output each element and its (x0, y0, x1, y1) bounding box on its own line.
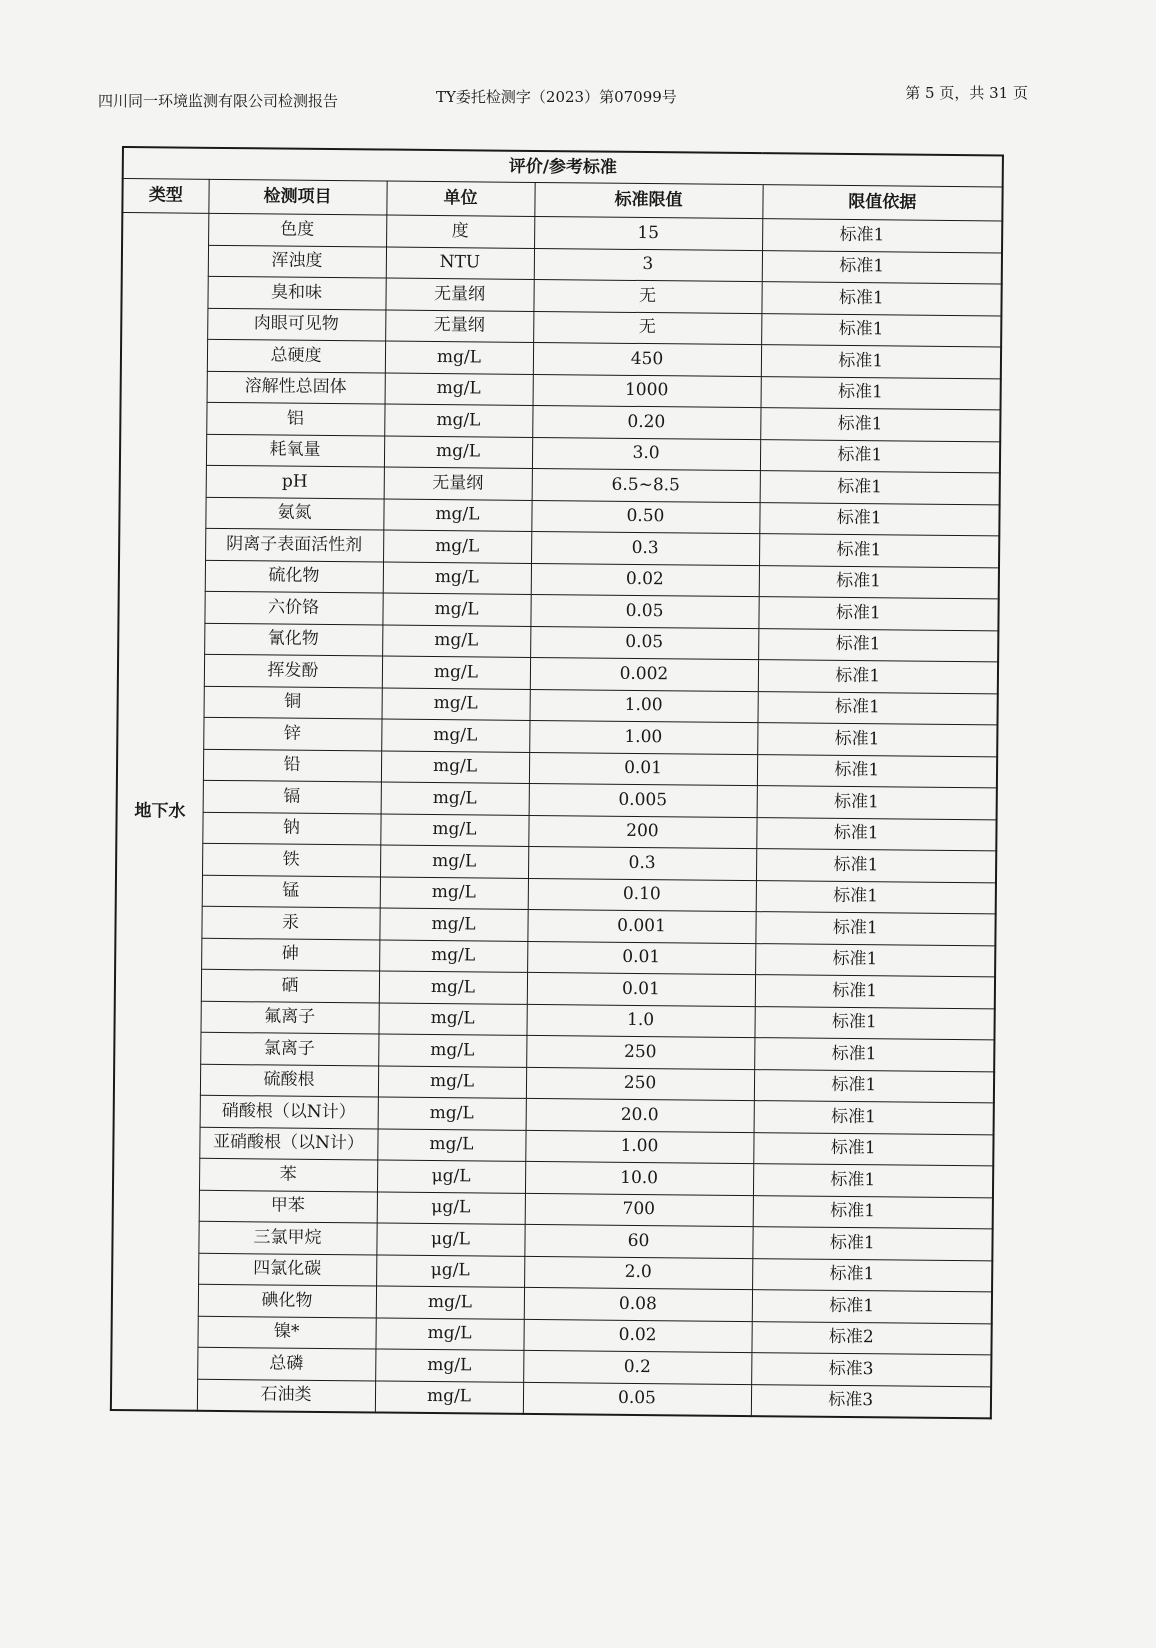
cell-basis: 标准1 (756, 880, 996, 914)
cell-unit: mg/L (375, 1349, 523, 1382)
cell-item: 氯离子 (200, 1032, 378, 1065)
cell-unit: mg/L (382, 593, 530, 626)
cell-item: 锌 (203, 717, 381, 750)
cell-item: 镉 (203, 780, 381, 813)
cell-limit: 0.01 (527, 941, 755, 975)
cell-basis: 标准1 (754, 1069, 994, 1103)
cell-limit: 0.005 (529, 783, 757, 817)
cell-item: 氨氮 (205, 497, 383, 530)
cell-unit: mg/L (385, 341, 533, 374)
cell-unit: 无量纲 (385, 278, 533, 311)
cell-basis: 标准3 (751, 1353, 991, 1387)
cell-item: 阴离子表面活性剂 (205, 528, 383, 561)
cell-item: 浑浊度 (208, 245, 386, 278)
cell-item: 六价铬 (204, 591, 382, 624)
cell-limit: 2.0 (524, 1256, 752, 1290)
cell-basis: 标准1 (762, 219, 1002, 253)
cell-item: 总磷 (197, 1347, 375, 1380)
cell-unit: μg/L (376, 1223, 524, 1256)
cell-basis: 标准1 (759, 565, 999, 599)
cell-basis: 标准1 (752, 1258, 992, 1292)
cell-basis: 标准1 (755, 975, 995, 1009)
cell-limit: 1.00 (529, 720, 757, 754)
cell-item: 铜 (204, 686, 382, 719)
cell-item: 耗氧量 (206, 434, 384, 467)
cell-basis: 标准1 (755, 943, 995, 977)
cell-limit: 0.20 (532, 405, 760, 439)
cell-limit: 0.50 (531, 500, 759, 534)
cell-basis: 标准1 (761, 282, 1001, 316)
cell-unit: mg/L (378, 1066, 526, 1099)
cell-item: 汞 (201, 906, 379, 939)
cell-item: 三氯甲烷 (198, 1221, 376, 1254)
cell-basis: 标准1 (754, 1101, 994, 1135)
cell-basis: 标准1 (755, 912, 995, 946)
cell-unit: mg/L (377, 1128, 525, 1161)
cell-limit: 0.01 (529, 752, 757, 786)
cell-basis: 标准1 (752, 1227, 992, 1261)
cell-item: 锰 (202, 875, 380, 908)
cell-basis: 标准1 (762, 250, 1002, 284)
cell-limit: 450 (533, 342, 761, 376)
company-name: 四川同一环境监测有限公司检测报告 (98, 92, 339, 110)
col-header-basis: 限值依据 (762, 185, 1002, 221)
cell-limit: 0.02 (523, 1319, 751, 1353)
cell-unit: mg/L (384, 436, 532, 469)
cell-item: 亚硝酸根（以N计） (199, 1127, 377, 1160)
page-header (98, 82, 1028, 110)
type-cell: 地下水 (111, 213, 208, 1411)
cell-basis: 标准1 (759, 534, 999, 568)
cell-limit: 1.00 (530, 689, 758, 723)
cell-unit: mg/L (379, 971, 527, 1004)
cell-unit: mg/L (376, 1286, 524, 1319)
cell-unit: 无量纲 (384, 467, 532, 500)
cell-unit: μg/L (376, 1254, 524, 1287)
cell-basis: 标准1 (753, 1195, 993, 1229)
col-header-item: 检测项目 (208, 179, 386, 215)
cell-item: 石油类 (197, 1379, 375, 1413)
cell-unit: mg/L (380, 814, 528, 847)
cell-limit: 250 (526, 1067, 754, 1101)
col-header-unit: 单位 (386, 181, 534, 216)
cell-item: 钠 (202, 812, 380, 845)
cell-unit: mg/L (381, 719, 529, 752)
cell-basis: 标准1 (758, 660, 998, 694)
cell-unit: mg/L (380, 845, 528, 878)
cell-item: pH (206, 465, 384, 498)
cell-basis: 标准1 (752, 1290, 992, 1324)
cell-unit: mg/L (380, 877, 528, 910)
cell-basis: 标准1 (756, 817, 996, 851)
cell-limit: 6.5~8.5 (532, 468, 760, 502)
cell-limit: 0.02 (531, 563, 759, 597)
cell-unit: mg/L (383, 499, 531, 532)
cell-unit: mg/L (375, 1380, 523, 1413)
cell-limit: 1000 (533, 374, 761, 408)
cell-limit: 200 (528, 815, 756, 849)
cell-item: 铝 (206, 402, 384, 435)
cell-item: 镍* (197, 1316, 375, 1349)
cell-limit: 1.0 (526, 1004, 754, 1038)
cell-unit: mg/L (382, 656, 530, 689)
cell-basis: 标准1 (757, 754, 997, 788)
cell-basis: 标准2 (751, 1321, 991, 1355)
cell-limit: 1.00 (525, 1130, 753, 1164)
cell-unit: mg/L (384, 404, 532, 437)
cell-limit: 20.0 (526, 1098, 754, 1132)
cell-unit: mg/L (382, 688, 530, 721)
cell-unit: mg/L (379, 940, 527, 973)
col-header-type: 类型 (122, 179, 208, 214)
cell-item: 铁 (202, 843, 380, 876)
cell-unit: mg/L (378, 1097, 526, 1130)
cell-unit: 度 (386, 215, 534, 248)
cell-basis: 标准3 (751, 1384, 991, 1418)
cell-limit: 0.002 (530, 657, 758, 691)
cell-item: 硫酸根 (200, 1064, 378, 1097)
cell-limit: 10.0 (525, 1161, 753, 1195)
cell-limit: 3 (534, 248, 762, 282)
cell-limit: 无 (533, 279, 761, 313)
cell-limit: 0.2 (523, 1350, 751, 1384)
table-title: 评价/参考标准 (123, 147, 1003, 187)
cell-basis: 标准1 (760, 439, 1000, 473)
cell-item: 碘化物 (198, 1284, 376, 1317)
cell-limit: 0.01 (527, 972, 755, 1006)
cell-unit: mg/L (382, 625, 530, 658)
cell-unit: mg/L (381, 751, 529, 784)
cell-item: 硝酸根（以N计） (200, 1095, 378, 1128)
cell-item: 肉眼可见物 (207, 308, 385, 341)
cell-unit: μg/L (377, 1191, 525, 1224)
cell-basis: 标准1 (758, 597, 998, 631)
cell-item: 总硬度 (207, 339, 385, 372)
cell-item: 甲苯 (199, 1190, 377, 1223)
cell-basis: 标准1 (761, 313, 1001, 347)
cell-unit: mg/L (383, 530, 531, 563)
cell-item: 硫化物 (205, 560, 383, 593)
cell-limit: 15 (534, 216, 762, 250)
cell-limit: 0.05 (530, 626, 758, 660)
cell-limit: 0.3 (531, 531, 759, 565)
table-body (111, 213, 1003, 1419)
page-number: 第 5 页，共 31 页 (905, 84, 1028, 102)
document-number: TY委托检测字（2023）第07099号 (436, 88, 677, 106)
col-header-limit: 标准限值 (534, 182, 762, 218)
cell-basis: 标准1 (760, 408, 1000, 442)
cell-item: 硒 (201, 969, 379, 1002)
cell-basis: 标准1 (757, 723, 997, 757)
cell-basis: 标准1 (761, 345, 1001, 379)
standards-table (110, 146, 1004, 1419)
cell-unit: mg/L (379, 908, 527, 941)
cell-basis: 标准1 (754, 1038, 994, 1072)
cell-limit: 0.3 (528, 846, 756, 880)
cell-item: 臭和味 (207, 276, 385, 309)
cell-limit: 60 (524, 1224, 752, 1258)
cell-basis: 标准1 (753, 1164, 993, 1198)
cell-basis: 标准1 (761, 376, 1001, 410)
cell-unit: μg/L (377, 1160, 525, 1193)
cell-item: 氟离子 (200, 1001, 378, 1034)
cell-item: 砷 (201, 938, 379, 971)
cell-basis: 标准1 (760, 471, 1000, 505)
cell-basis: 标准1 (757, 691, 997, 725)
cell-item: 氰化物 (204, 623, 382, 656)
cell-limit: 0.05 (523, 1382, 751, 1416)
cell-basis: 标准1 (756, 849, 996, 883)
cell-item: 苯 (199, 1158, 377, 1191)
cell-basis: 标准1 (757, 786, 997, 820)
cell-unit: mg/L (378, 1003, 526, 1036)
cell-limit: 3.0 (532, 437, 760, 471)
cell-unit: mg/L (381, 782, 529, 815)
cell-basis: 标准1 (754, 1006, 994, 1040)
cell-unit: mg/L (385, 373, 533, 406)
cell-limit: 0.10 (528, 878, 756, 912)
cell-limit: 0.001 (527, 909, 755, 943)
cell-item: 色度 (208, 213, 386, 246)
cell-unit: mg/L (375, 1317, 523, 1350)
cell-item: 挥发酚 (204, 654, 382, 687)
cell-item: 铅 (203, 749, 381, 782)
cell-item: 溶解性总固体 (207, 371, 385, 404)
cell-unit: mg/L (378, 1034, 526, 1067)
cell-limit: 0.05 (530, 594, 758, 628)
cell-limit: 无 (533, 311, 761, 345)
cell-item: 四氯化碳 (198, 1253, 376, 1286)
cell-unit: 无量纲 (385, 310, 533, 343)
cell-unit: mg/L (383, 562, 531, 595)
cell-basis: 标准1 (759, 502, 999, 536)
cell-basis: 标准1 (753, 1132, 993, 1166)
cell-unit: NTU (386, 247, 534, 280)
cell-limit: 250 (526, 1035, 754, 1069)
cell-limit: 0.08 (524, 1287, 752, 1321)
cell-limit: 700 (525, 1193, 753, 1227)
cell-basis: 标准1 (758, 628, 998, 662)
